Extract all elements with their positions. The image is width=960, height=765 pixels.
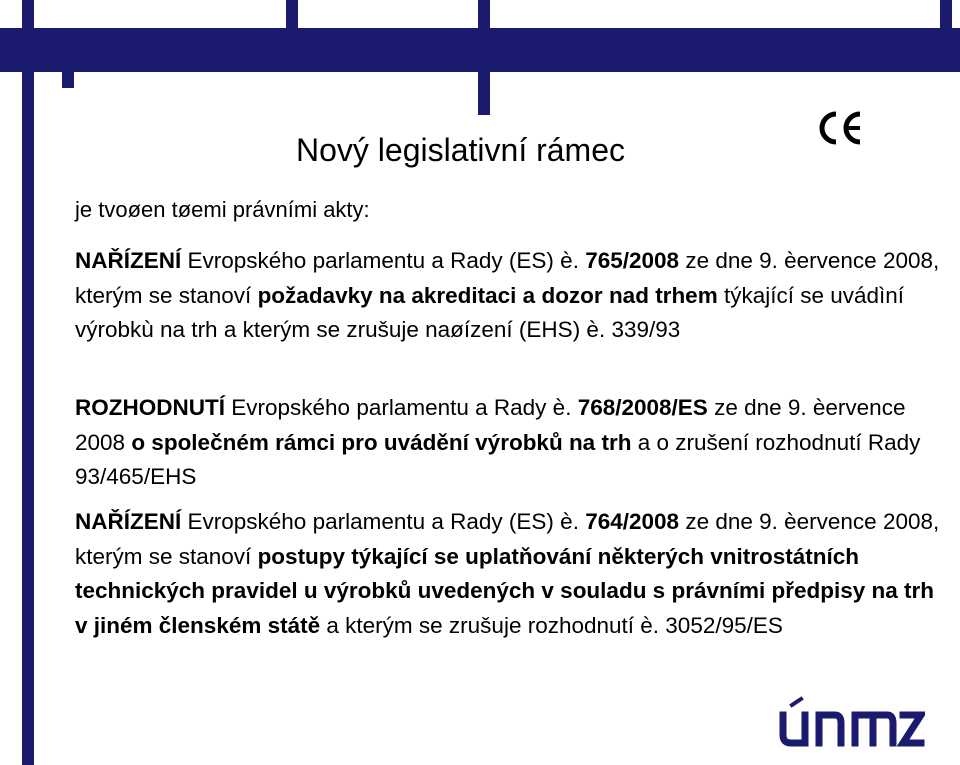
slide-title: Nový legislativní rámec <box>296 132 625 168</box>
act-subject: postupy týkající se uplatňování některých vnitrostátních technických pravidel u výrobků uvedených v souladu s právními předpisy na trh v jiném členském státě <box>75 543 935 638</box>
act-paragraph-3: NAŘÍZENÍ Evropského parlamentu a Rady (ES) è. 764/2008 ze dne 9. èervence 2008, kterým se stanoví postupy týkající se uplatňování některých vnitrostátních technických pravidel u výrobků uvedených v souladu s právními předpisy na trh v jiném členském státě a kterým se zrušuje rozhodnutí è. 3052/95/ES <box>75 509 940 638</box>
act-type: NAŘÍZENÍ <box>75 509 182 534</box>
act-type: NAŘÍZENÍ <box>75 248 182 273</box>
decorative-bar-5 <box>940 0 952 72</box>
ce-mark-icon <box>816 108 866 148</box>
decorative-bar-2 <box>62 28 74 88</box>
decorative-bar-3 <box>286 0 298 72</box>
act-paragraph-1: NAŘÍZENÍ Evropského parlamentu a Rady (ES) è. 765/2008 ze dne 9. èervence 2008, kterým se stanoví požadavky na akreditaci a dozor nad trhem týkající se uvádìní výrobkù na trh a kterým se zrušuje naøízení (EHS) è. 339/93 <box>75 248 940 342</box>
act-type: ROZHODNUTÍ <box>75 395 225 420</box>
left-decorative-bar <box>22 0 34 765</box>
act-number: 768/2008/ES <box>577 395 708 420</box>
intro-text: je tvoøen tøemi právními akty: <box>75 197 370 222</box>
act-paragraph-2: ROZHODNUTÍ Evropského parlamentu a Rady è. 768/2008/ES ze dne 9. èervence 2008 o společném rámci pro uvádění výrobků na trh a o zrušení rozhodnutí Rady 93/465/EHS <box>75 395 921 489</box>
act-number: 765/2008 <box>585 248 680 273</box>
act-number: 764/2008 <box>585 509 680 534</box>
act-subject: o společném rámci pro uvádění výrobků na trh <box>131 429 632 455</box>
decorative-bar-4 <box>478 0 490 115</box>
act-subject: požadavky na akreditaci a dozor nad trhem <box>257 282 718 308</box>
unmz-logo <box>775 695 925 750</box>
